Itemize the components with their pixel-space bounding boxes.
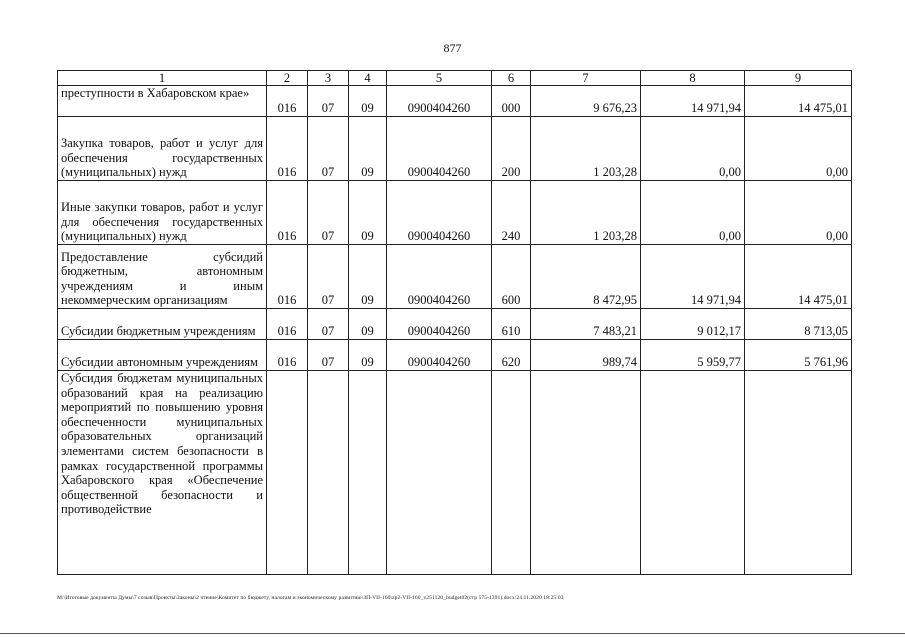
table-header-row <box>58 71 852 86</box>
code-cell: 0900404260 <box>387 309 492 340</box>
column-header: 5 <box>387 71 492 86</box>
code-cell: 0900404260 <box>387 340 492 371</box>
column-header: 4 <box>349 71 387 86</box>
amount-cell: 0,00 <box>641 181 745 245</box>
code-cell: 09 <box>349 245 387 309</box>
amount-cell: 989,74 <box>531 340 641 371</box>
amount-cell <box>641 371 745 575</box>
row-name-cell: Закупка товаров, работ и услуг для обеспечения государственных (муниципальных) нужд <box>58 117 267 181</box>
code-cell: 07 <box>308 245 349 309</box>
table-row <box>58 181 852 245</box>
code-cell <box>267 371 308 575</box>
column-header: 1 <box>58 71 267 86</box>
code-cell <box>349 371 387 575</box>
code-cell: 09 <box>349 309 387 340</box>
budget-table <box>57 70 852 575</box>
amount-cell: 1 203,28 <box>531 181 641 245</box>
code-cell: 200 <box>492 117 531 181</box>
code-cell: 0900404260 <box>387 245 492 309</box>
code-cell <box>492 371 531 575</box>
amount-cell: 14 475,01 <box>745 86 852 117</box>
code-cell <box>308 371 349 575</box>
code-cell: 600 <box>492 245 531 309</box>
amount-cell: 9 012,17 <box>641 309 745 340</box>
amount-cell: 14 971,94 <box>641 86 745 117</box>
code-cell: 0900404260 <box>387 117 492 181</box>
table-row <box>58 117 852 181</box>
amount-cell: 5 761,96 <box>745 340 852 371</box>
code-cell: 07 <box>308 340 349 371</box>
code-cell: 09 <box>349 86 387 117</box>
code-cell: 09 <box>349 117 387 181</box>
table-row <box>58 309 852 340</box>
row-name-cell: Субсидии бюджетным учреждениям <box>58 309 267 340</box>
column-header: 7 <box>531 71 641 86</box>
amount-cell: 0,00 <box>745 117 852 181</box>
code-cell: 016 <box>267 117 308 181</box>
table-row <box>58 245 852 309</box>
code-cell: 07 <box>308 117 349 181</box>
amount-cell: 7 483,21 <box>531 309 641 340</box>
code-cell: 09 <box>349 340 387 371</box>
row-name-cell: Субсидия бюджетам муниципальных образований края на реализацию мероприятий по повышению уровня обеспеченности муниципальных образовательных организаций элементами систем безопасности в рамках государственной программы Хабаровского края «Обеспечение общественной безопасности и противодействие <box>58 371 267 575</box>
amount-cell: 9 676,23 <box>531 86 641 117</box>
code-cell: 0900404260 <box>387 86 492 117</box>
code-cell: 620 <box>492 340 531 371</box>
amount-cell <box>531 371 641 575</box>
column-header: 3 <box>308 71 349 86</box>
scan-edge-line <box>0 633 905 634</box>
amount-cell: 0,00 <box>641 117 745 181</box>
amount-cell: 14 475,01 <box>745 245 852 309</box>
table-row <box>58 340 852 371</box>
row-name-cell: Иные закупки товаров, работ и услуг для обеспечения государственных (муниципальных) нужд <box>58 181 267 245</box>
table-row <box>58 86 852 117</box>
column-header: 8 <box>641 71 745 86</box>
code-cell: 610 <box>492 309 531 340</box>
document-path-footer: M:\Итоговые документы Думы\7 созыв\Проекты\Законы\2 чтение\Комитет по бюджету, налогам и экономическому развитию\ЗП-VII-160\zp2-VII-160_v251120_budget02(стр 575-1391).docx/24.11.2020 18:25:03 <box>57 595 564 601</box>
page-number: 877 <box>443 41 462 55</box>
column-header: 6 <box>492 71 531 86</box>
row-name-cell: Предоставление субсидий бюджетным, автономным учреждениям и иным некоммерческим организациям <box>58 245 267 309</box>
amount-cell: 5 959,77 <box>641 340 745 371</box>
code-cell: 016 <box>267 181 308 245</box>
code-cell: 016 <box>267 340 308 371</box>
amount-cell: 0,00 <box>745 181 852 245</box>
column-header: 2 <box>267 71 308 86</box>
code-cell: 07 <box>308 309 349 340</box>
code-cell: 016 <box>267 309 308 340</box>
code-cell: 0900404260 <box>387 181 492 245</box>
code-cell: 240 <box>492 181 531 245</box>
amount-cell: 1 203,28 <box>531 117 641 181</box>
row-name-cell: преступности в Хабаровском крае» <box>58 86 267 117</box>
code-cell: 07 <box>308 181 349 245</box>
amount-cell: 14 971,94 <box>641 245 745 309</box>
amount-cell <box>745 371 852 575</box>
code-cell: 016 <box>267 86 308 117</box>
code-cell: 09 <box>349 181 387 245</box>
amount-cell: 8 472,95 <box>531 245 641 309</box>
code-cell: 000 <box>492 86 531 117</box>
column-header: 9 <box>745 71 852 86</box>
amount-cell: 8 713,05 <box>745 309 852 340</box>
code-cell <box>387 371 492 575</box>
code-cell: 016 <box>267 245 308 309</box>
table-row <box>58 371 852 575</box>
code-cell: 07 <box>308 86 349 117</box>
row-name-cell: Субсидии автономным учреждениям <box>58 340 267 371</box>
